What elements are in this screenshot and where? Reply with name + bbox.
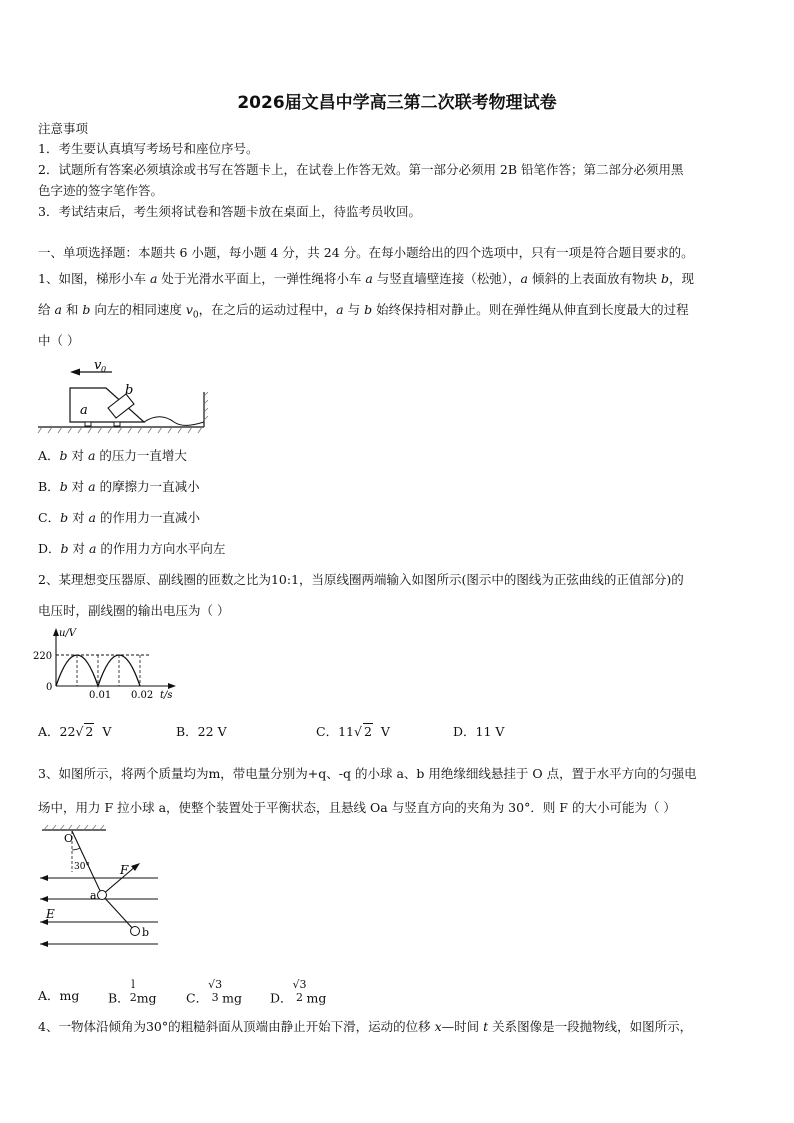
option-D[interactable]: D．11 V [453, 724, 505, 739]
question-3-figure [36, 822, 166, 950]
angle-label: 30° [74, 862, 90, 872]
question-2-text: 电压时，副线圈的输出电压为（ ） [38, 603, 230, 618]
question-1-text: 给 a 和 b 向左的相同速度 $v_0$，在之后的运动过程中，a 与 b 始终保持相对静止。则在弹性绳从伸直到长度最大的过程 [38, 302, 689, 321]
force-label: F [120, 863, 129, 877]
option-B[interactable]: B．22 V [176, 724, 227, 739]
ceiling-hatching [44, 825, 104, 830]
fraction: l 2 [129, 978, 137, 1004]
notice-item: 3．考试结束后，考生须将试卷和答题卡放在桌面上，待监考员收回。 [38, 204, 421, 219]
question-3-text: 场中，用力 F 拉小球 a，使整个装置处于平衡状态，且悬线 Oa 与竖直方向的夹角为 30°．则 F 的大小可能为（ ） [38, 800, 676, 815]
option-B[interactable]: B． l 2 mg [108, 978, 157, 1006]
ground-hatching [38, 427, 202, 433]
field-arrow-head [40, 875, 48, 881]
question-2-text: 2、某理想变压器原、副线圈的匝数之比为10:1，当原线圈两端输入如图所示(图示中的图线为正弦曲线的正值部分)的 [38, 572, 684, 587]
notice-item: 2．试题所有答案必须填涂或书写在答题卡上，在试卷上作答无效。第一部分必须用 2B 铅笔作答；第二部分必须用黑 [38, 162, 684, 177]
field-arrow-head [40, 896, 48, 902]
question-4-text: 4、一物体沿倾角为30°的粗糙斜面从顶端由静止开始下滑，运动的位移 x—时间 t 关系图像是一段抛物线，如图所示， [38, 1019, 693, 1034]
fraction: √3 3 [208, 978, 223, 1004]
option-D[interactable]: D． √3 2 mg [270, 978, 327, 1006]
x-tick-002: 0.02 [131, 690, 154, 701]
sqrt-symbol: √ 2 [353, 724, 372, 739]
option-A[interactable]: A．22√ 2 V [38, 724, 112, 739]
cart-label: a [80, 403, 88, 418]
question-1-figure [36, 356, 208, 438]
ball-a-label: a [90, 889, 97, 902]
wall-hatching [204, 392, 208, 420]
option-A[interactable]: A．b 对 a 的压力一直增大 [38, 448, 187, 463]
velocity-subscript: 0 [101, 365, 107, 374]
y-tick-220: 220 [33, 651, 53, 662]
option-C[interactable]: C．11√ 2 V [316, 724, 390, 739]
x-axis-label: t/s [160, 690, 173, 701]
velocity-arrow-head [70, 369, 80, 376]
force-F-arrow [102, 866, 136, 895]
question-1-text: 1、如图，梯形小车 a 处于光滑水平面上，一弹性绳将小车 a 与竖直墙壁连接（松弛），a 倾斜的上表面放有物块 b，现 [38, 271, 694, 286]
x-axis-arrow [168, 683, 176, 689]
y-tick-0: 0 [46, 682, 53, 693]
ball-a [98, 891, 107, 900]
page-title: 2026届文昌中学高三第二次联考物理试卷 [237, 93, 557, 113]
option-B[interactable]: B．b 对 a 的摩擦力一直减小 [38, 479, 200, 494]
point-O-label: O [64, 832, 74, 845]
field-arrow-head [40, 941, 48, 947]
option-C[interactable]: C． √3 3 mg [186, 978, 242, 1006]
cart-wheel [114, 422, 120, 426]
option-C[interactable]: C．b 对 a 的作用力一直减小 [38, 510, 200, 525]
notice-item: 1．考生要认真填写考场号和座位序号。 [38, 141, 259, 156]
block-label: b [125, 383, 134, 398]
section-heading: 一、单项选择题：本题共 6 小题，每小题 4 分，共 24 分。在每小题给出的四个选项中，只有一项是符合题目要求的。 [38, 245, 694, 260]
y-axis-label: u/V [59, 628, 77, 639]
notice-heading: 注意事项 [38, 121, 89, 136]
elastic-cord [144, 417, 204, 426]
velocity-label: v [94, 358, 102, 373]
ball-b-label: b [142, 926, 150, 939]
ball-b [131, 927, 140, 936]
option-D[interactable]: D．b 对 a 的作用力方向水平向左 [38, 541, 226, 556]
question-2-figure [32, 624, 182, 702]
angle-arc [72, 848, 80, 850]
cart-wheel [85, 422, 91, 426]
question-3-text: 3、如图所示，将两个质量均为m，带电量分别为+q、-q 的小球 a、b 用绝缘细线悬挂于 O 点，置于水平方向的匀强电 [38, 766, 697, 781]
question-1-text: 中（ ） [38, 333, 80, 348]
fraction: √3 2 [292, 978, 307, 1004]
x-tick-001: 0.01 [89, 690, 112, 701]
thread-ab [102, 895, 135, 931]
notice-item: 色字迹的签字笔作答。 [38, 183, 164, 198]
sqrt-symbol: √ 2 [75, 724, 94, 739]
option-A[interactable]: A．mg [38, 988, 80, 1003]
field-label: E [46, 907, 55, 921]
